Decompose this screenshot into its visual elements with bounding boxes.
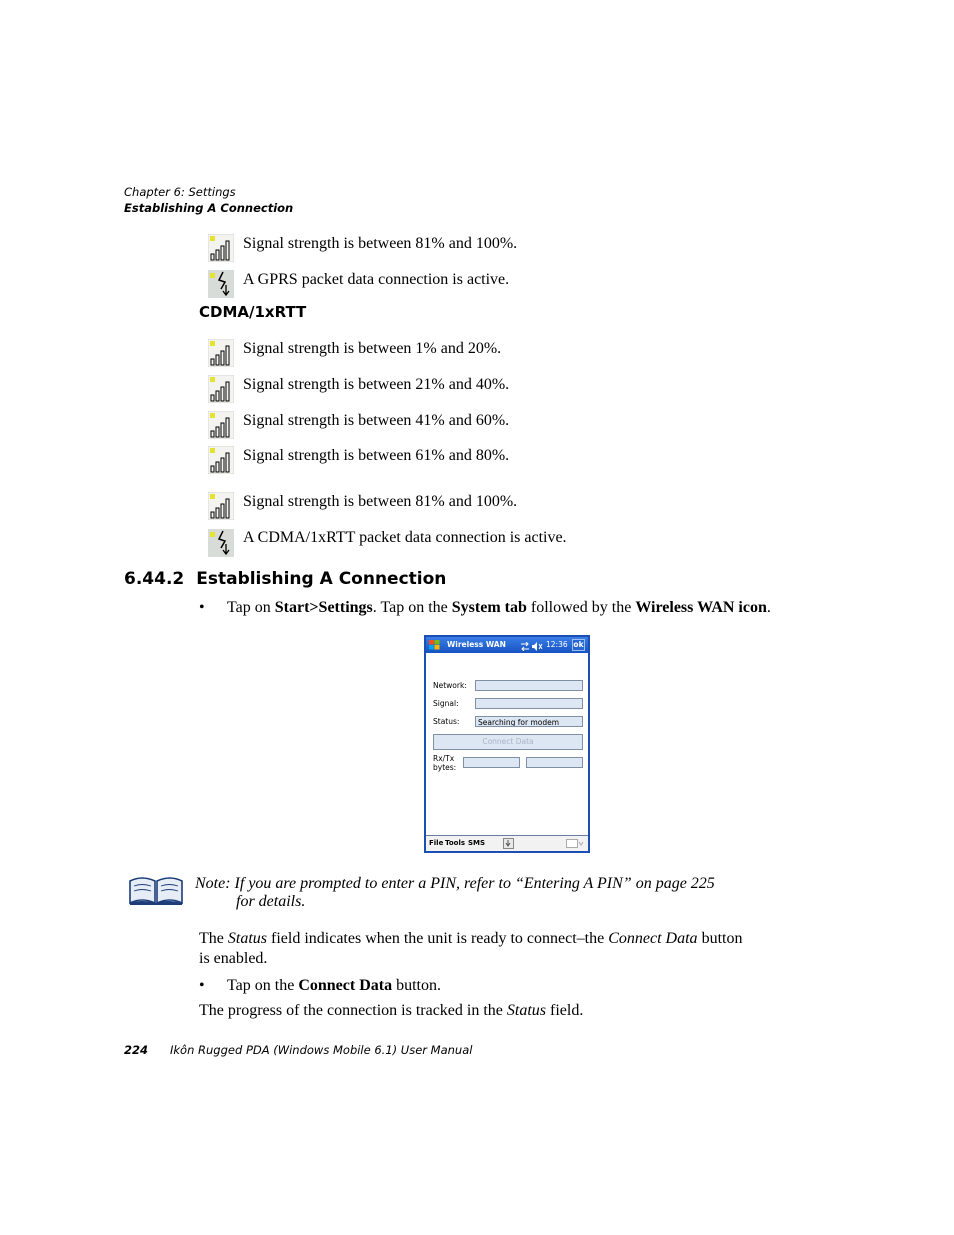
cdma-signal-text-2: Signal strength is between 21% and 40%.: [243, 376, 510, 393]
network-label: Network:: [433, 681, 467, 690]
pda-menu-bar: [426, 835, 588, 851]
windows-start-icon: [429, 640, 440, 656]
step2-text: Tap on the Connect Data button.: [227, 977, 441, 994]
note-line-2: for details.: [236, 893, 306, 910]
sip-icon[interactable]: [566, 839, 584, 854]
step1-bullet: •: [199, 599, 205, 616]
network-field: [475, 680, 583, 691]
cdma-signal-text-4: Signal strength is between 61% and 80%.: [243, 447, 510, 464]
rx-bytes-field: [463, 757, 520, 768]
progress-paragraph: The progress of the connection is tracked in the Status field.: [199, 1002, 584, 1019]
signal-strength-icon: [208, 339, 234, 367]
signal-strength-icon: [208, 411, 234, 439]
rxtx-label-1: Rx/Tx: [433, 754, 455, 763]
rxtx-label-2: bytes:: [433, 763, 457, 772]
gprs-packet-text: A GPRS packet data connection is active.: [243, 271, 510, 288]
gprs-signal-text: Signal strength is between 81% and 100%.: [243, 235, 518, 252]
wireless-wan-screenshot: [424, 635, 590, 853]
cdma-packet-text: A CDMA/1xRTT packet data connection is active.: [243, 529, 567, 546]
volume-icon: [532, 641, 543, 657]
note-book-icon: [128, 873, 184, 910]
cdma-signal-text-5: Signal strength is between 81% and 100%.: [243, 493, 518, 510]
connect-data-button[interactable]: Connect Data: [433, 734, 583, 750]
step2-bullet: •: [199, 977, 205, 994]
pda-title-bar: [426, 637, 588, 653]
signal-label: Signal:: [433, 699, 459, 708]
section-heading: [124, 569, 446, 589]
step1-text: Tap on Start>Settings. Tap on the System tab followed by the Wireless WAN icon.: [227, 599, 771, 616]
status-paragraph-line-2: is enabled.: [199, 950, 268, 967]
menu-file[interactable]: File: [429, 839, 444, 847]
packet-data-icon: [208, 270, 234, 298]
pda-title: Wireless WAN: [447, 640, 506, 649]
signal-strength-icon: [208, 446, 234, 474]
note-line-1: Note: If you are prompted to enter a PIN, refer to “Entering A PIN” on page 225: [195, 875, 715, 892]
cdma-signal-text-3: Signal strength is between 41% and 60%.: [243, 412, 510, 429]
pda-time: 12:36: [546, 640, 568, 649]
section-title: Establishing A Connection: [196, 569, 447, 589]
packet-data-icon: [208, 529, 234, 557]
status-field: Searching for modem: [475, 716, 583, 727]
chapter-header: Chapter 6: Settings: [124, 185, 236, 199]
section-header: Establishing A Connection: [124, 201, 294, 215]
signal-strength-icon: [208, 234, 234, 262]
ok-button[interactable]: ok: [573, 640, 584, 649]
footer-title: Ikôn Rugged PDA (Windows Mobile 6.1) User Manual: [170, 1043, 473, 1057]
status-label: Status:: [433, 717, 460, 726]
connectivity-icon: [520, 641, 530, 657]
keyboard-icon[interactable]: [503, 838, 514, 855]
status-paragraph-line-1: The Status field indicates when the unit is ready to connect–the Connect Data button: [199, 930, 743, 947]
tx-bytes-field: [526, 757, 583, 768]
signal-strength-icon: [208, 492, 234, 520]
cdma-heading: CDMA/1xRTT: [199, 303, 307, 321]
menu-tools[interactable]: Tools: [445, 839, 466, 847]
menu-sms[interactable]: SMS: [468, 839, 486, 847]
signal-field: [475, 698, 583, 709]
page-number: 224: [124, 1043, 149, 1057]
section-number: 6.44.2: [124, 569, 185, 589]
cdma-signal-text-1: Signal strength is between 1% and 20%.: [243, 340, 502, 357]
signal-strength-icon: [208, 375, 234, 403]
